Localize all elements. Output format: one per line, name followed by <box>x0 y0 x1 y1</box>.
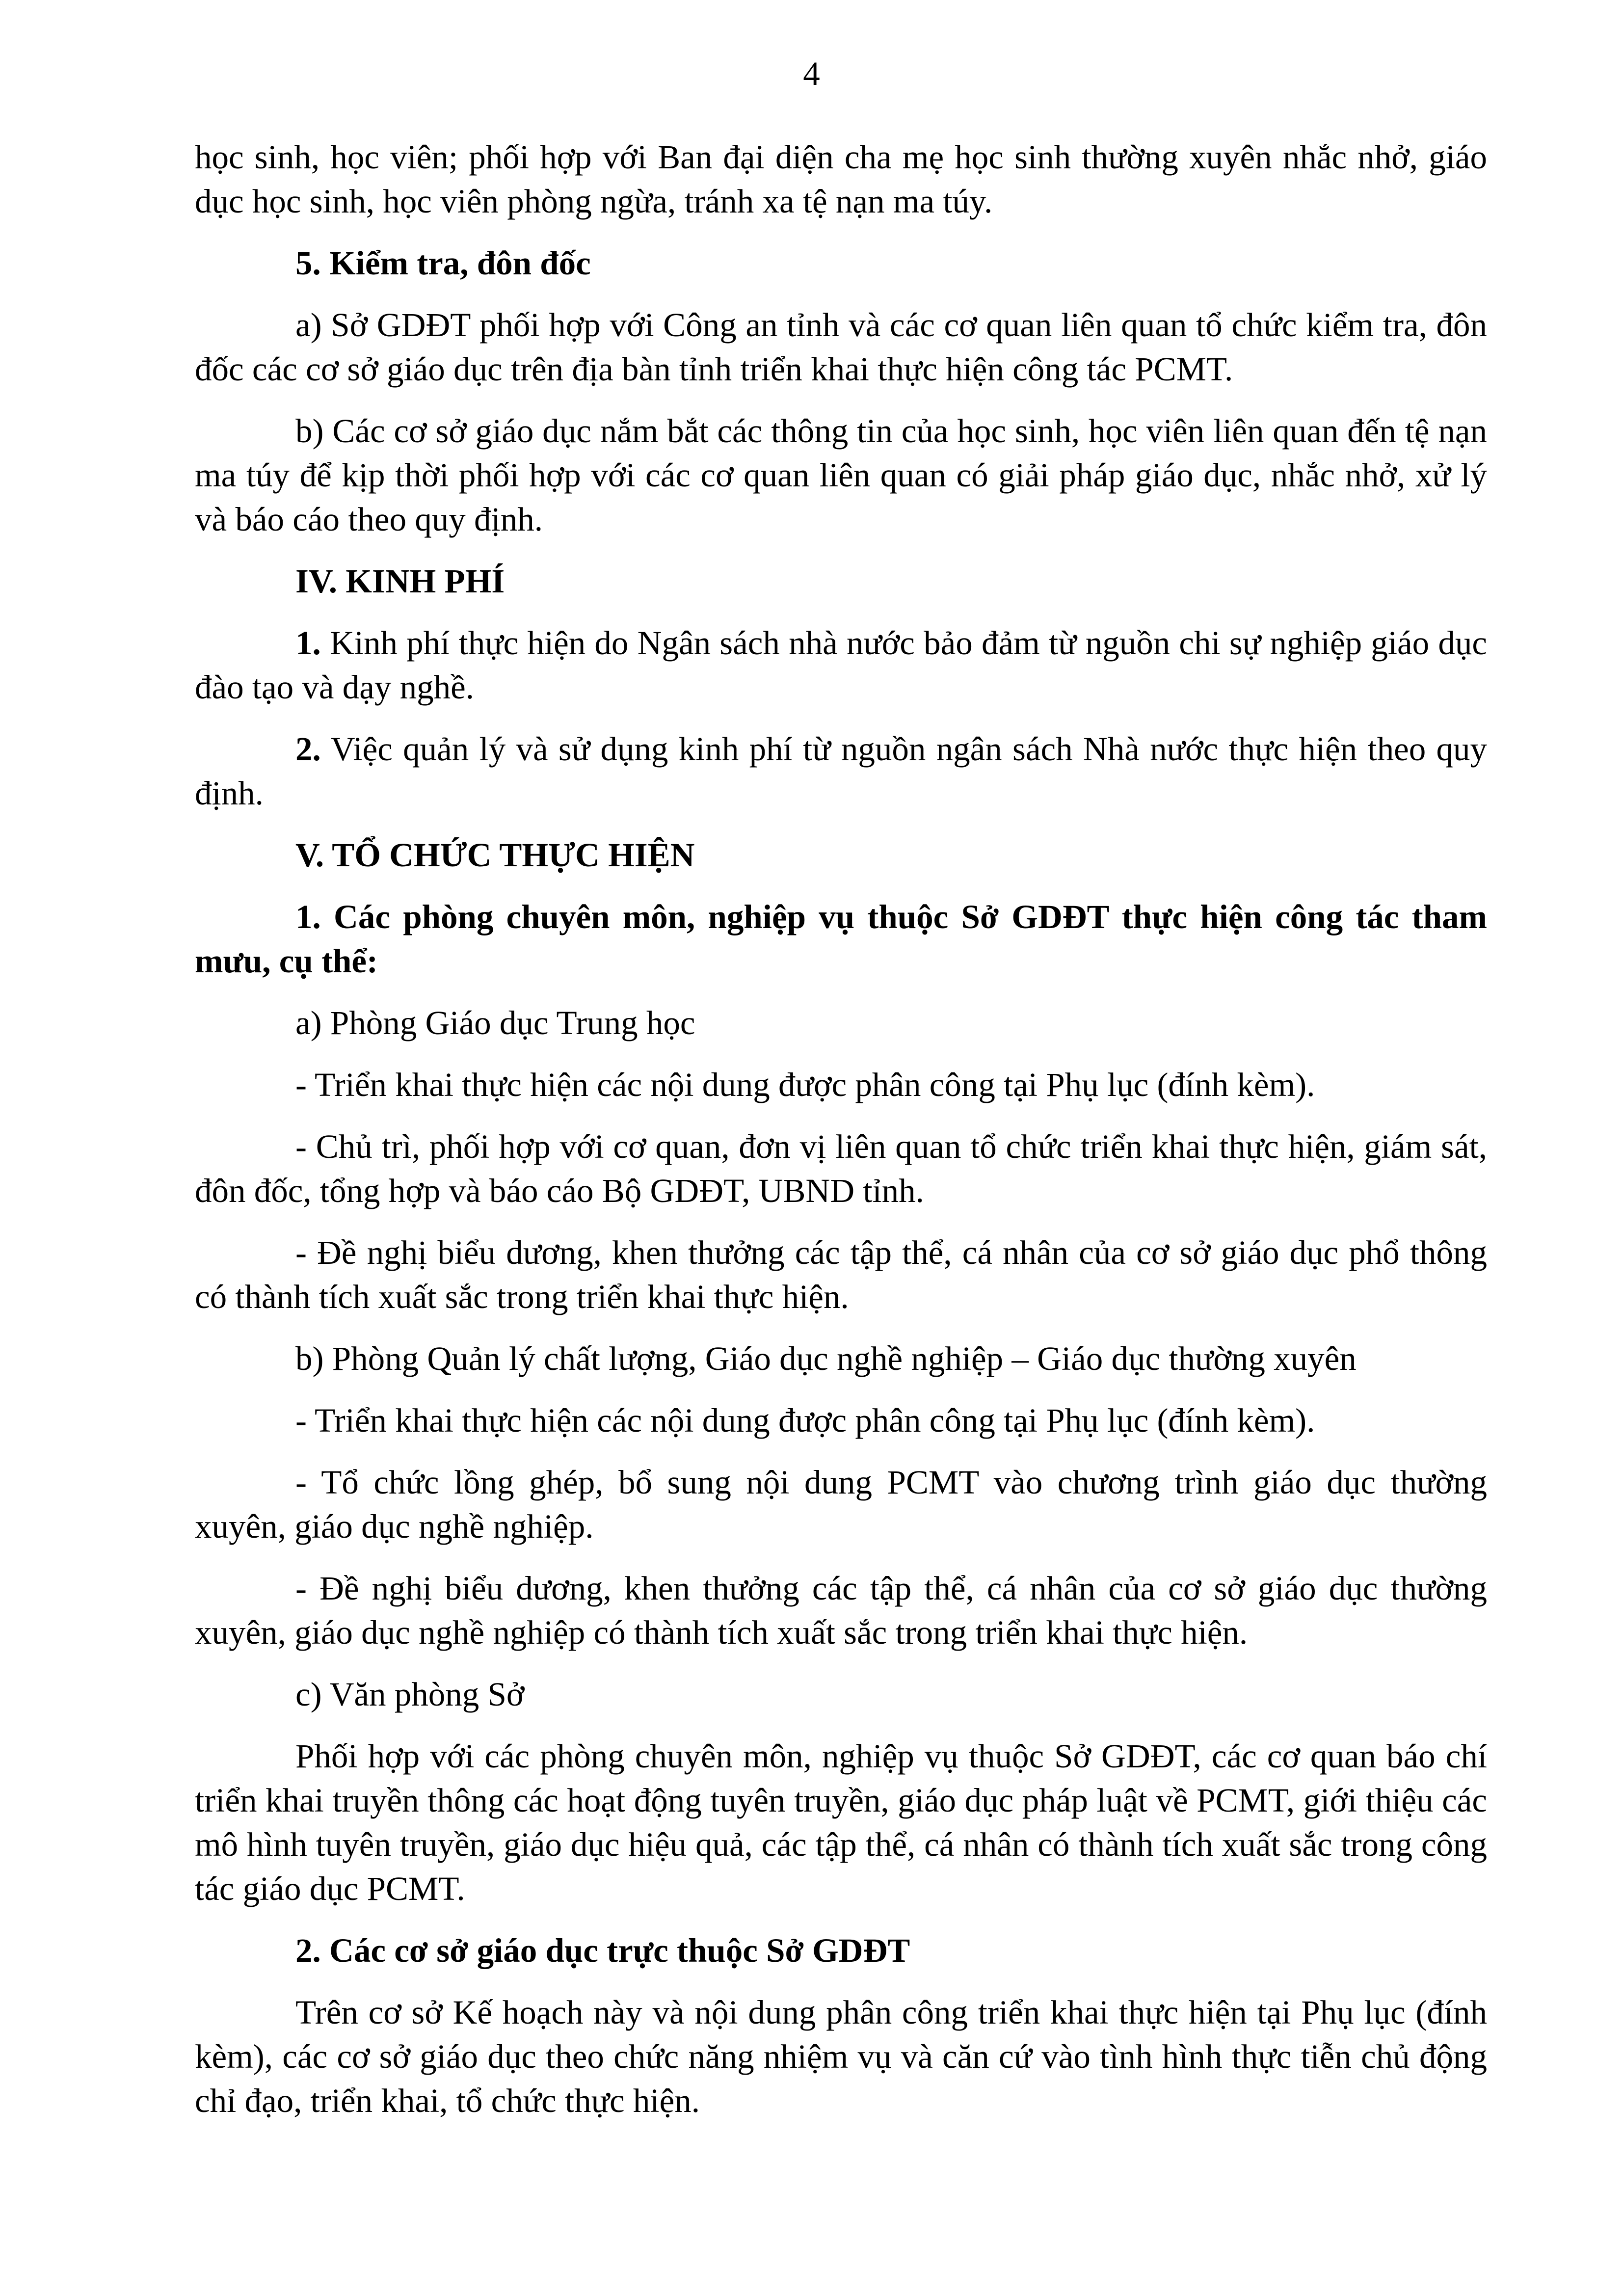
paragraph-continuation: học sinh, học viên; phối hợp với Ban đại diện cha mẹ học sinh thường xuyên nhắc nhở, giáo dục học sinh, học viên phòng ngừa, tránh xa tệ nạn ma túy. <box>195 138 1487 220</box>
heading-implementation-1: 1. Các phòng chuyên môn, nghiệp vụ thuộc Sở GDĐT thực hiện công tác tham mưu, cụ thể: <box>195 898 1487 980</box>
list-item: - Triển khai thực hiện các nội dung được phân công tại Phụ lục (đính kèm). <box>295 1066 1315 1103</box>
list-item: - Đề nghị biểu dương, khen thưởng các tập thể, cá nhân của cơ sở giáo dục thường xuyên, giáo dục nghề nghiệp có thành tích xuất sắc trong triển khai thực hiện. <box>195 1570 1487 1651</box>
funding-2-number: 2. <box>295 730 321 768</box>
list-item: - Đề nghị biểu dương, khen thưởng các tập thể, cá nhân của cơ sở giáo dục phổ thông có thành tích xuất sắc trong triển khai thực hiện. <box>195 1234 1487 1315</box>
paragraph-funding-2 <box>195 727 1487 815</box>
paragraph-funding-1 <box>195 621 1487 709</box>
funding-1-text: Kinh phí thực hiện do Ngân sách nhà nước bảo đảm từ nguồn chi sự nghiệp giáo dục đào tạo và dạy nghề. <box>195 624 1487 706</box>
document-body <box>195 135 1487 2140</box>
paragraph-department-office: c) Văn phòng Sở <box>295 1676 525 1713</box>
funding-2-text: Việc quản lý và sử dụng kinh phí từ nguồn ngân sách Nhà nước thực hiện theo quy định. <box>195 730 1487 812</box>
funding-1-number: 1. <box>295 624 321 662</box>
heading-funding: IV. KINH PHÍ <box>295 562 505 600</box>
paragraph-quality-office: b) Phòng Quản lý chất lượng, Giáo dục nghề nghiệp – Giáo dục thường xuyên <box>295 1340 1357 1377</box>
heading-implementation: V. TỔ CHỨC THỰC HIỆN <box>295 836 695 874</box>
paragraph-inspection-b: b) Các cơ sở giáo dục nắm bắt các thông tin của học sinh, học viên liên quan đến tệ nạn ma túy để kịp thời phối hợp với các cơ quan liên quan có giải pháp giáo dục, nhắc nhở, xử lý và báo cáo theo quy định. <box>195 412 1487 538</box>
list-item: - Chủ trì, phối hợp với cơ quan, đơn vị liên quan tổ chức triển khai thực hiện, giám sát, đôn đốc, tổng hợp và báo cáo Bộ GDĐT, UBND tỉnh. <box>195 1128 1487 1209</box>
list-item: - Triển khai thực hiện các nội dung được phân công tại Phụ lục (đính kèm). <box>295 1402 1315 1439</box>
paragraph-education-institutions: Trên cơ sở Kế hoạch này và nội dung phân công triển khai thực hiện tại Phụ lục (đính kèm), các cơ sở giáo dục theo chức năng nhiệm vụ và căn cứ vào tình hình thực tiễn chủ động chỉ đạo, triển khai, tổ chức thực hiện. <box>195 1994 1487 2119</box>
heading-implementation-2: 2. Các cơ sở giáo dục trực thuộc Sở GDĐT <box>295 1932 910 1969</box>
heading-inspection: 5. Kiểm tra, đôn đốc <box>295 244 591 282</box>
paragraph-department-office-text: Phối hợp với các phòng chuyên môn, nghiệp vụ thuộc Sở GDĐT, các cơ quan báo chí triển khai truyền thông các hoạt động tuyên truyền, giáo dục pháp luật về PCMT, giới thiệu các mô hình tuyên truyền, giáo dục hiệu quả, các tập thể, cá nhân có thành tích xuất sắc trong công tác giáo dục PCMT. <box>195 1737 1487 1907</box>
page-number: 4 <box>803 55 820 92</box>
list-item: - Tổ chức lồng ghép, bổ sung nội dung PCMT vào chương trình giáo dục thường xuyên, giáo dục nghề nghiệp. <box>195 1464 1487 1545</box>
paragraph-inspection-a: a) Sở GDĐT phối hợp với Công an tỉnh và các cơ quan liên quan tổ chức kiểm tra, đôn đốc các cơ sở giáo dục trên địa bàn tỉnh triển khai thực hiện công tác PCMT. <box>195 306 1487 388</box>
paragraph-secondary-education-office: a) Phòng Giáo dục Trung học <box>295 1004 695 1041</box>
